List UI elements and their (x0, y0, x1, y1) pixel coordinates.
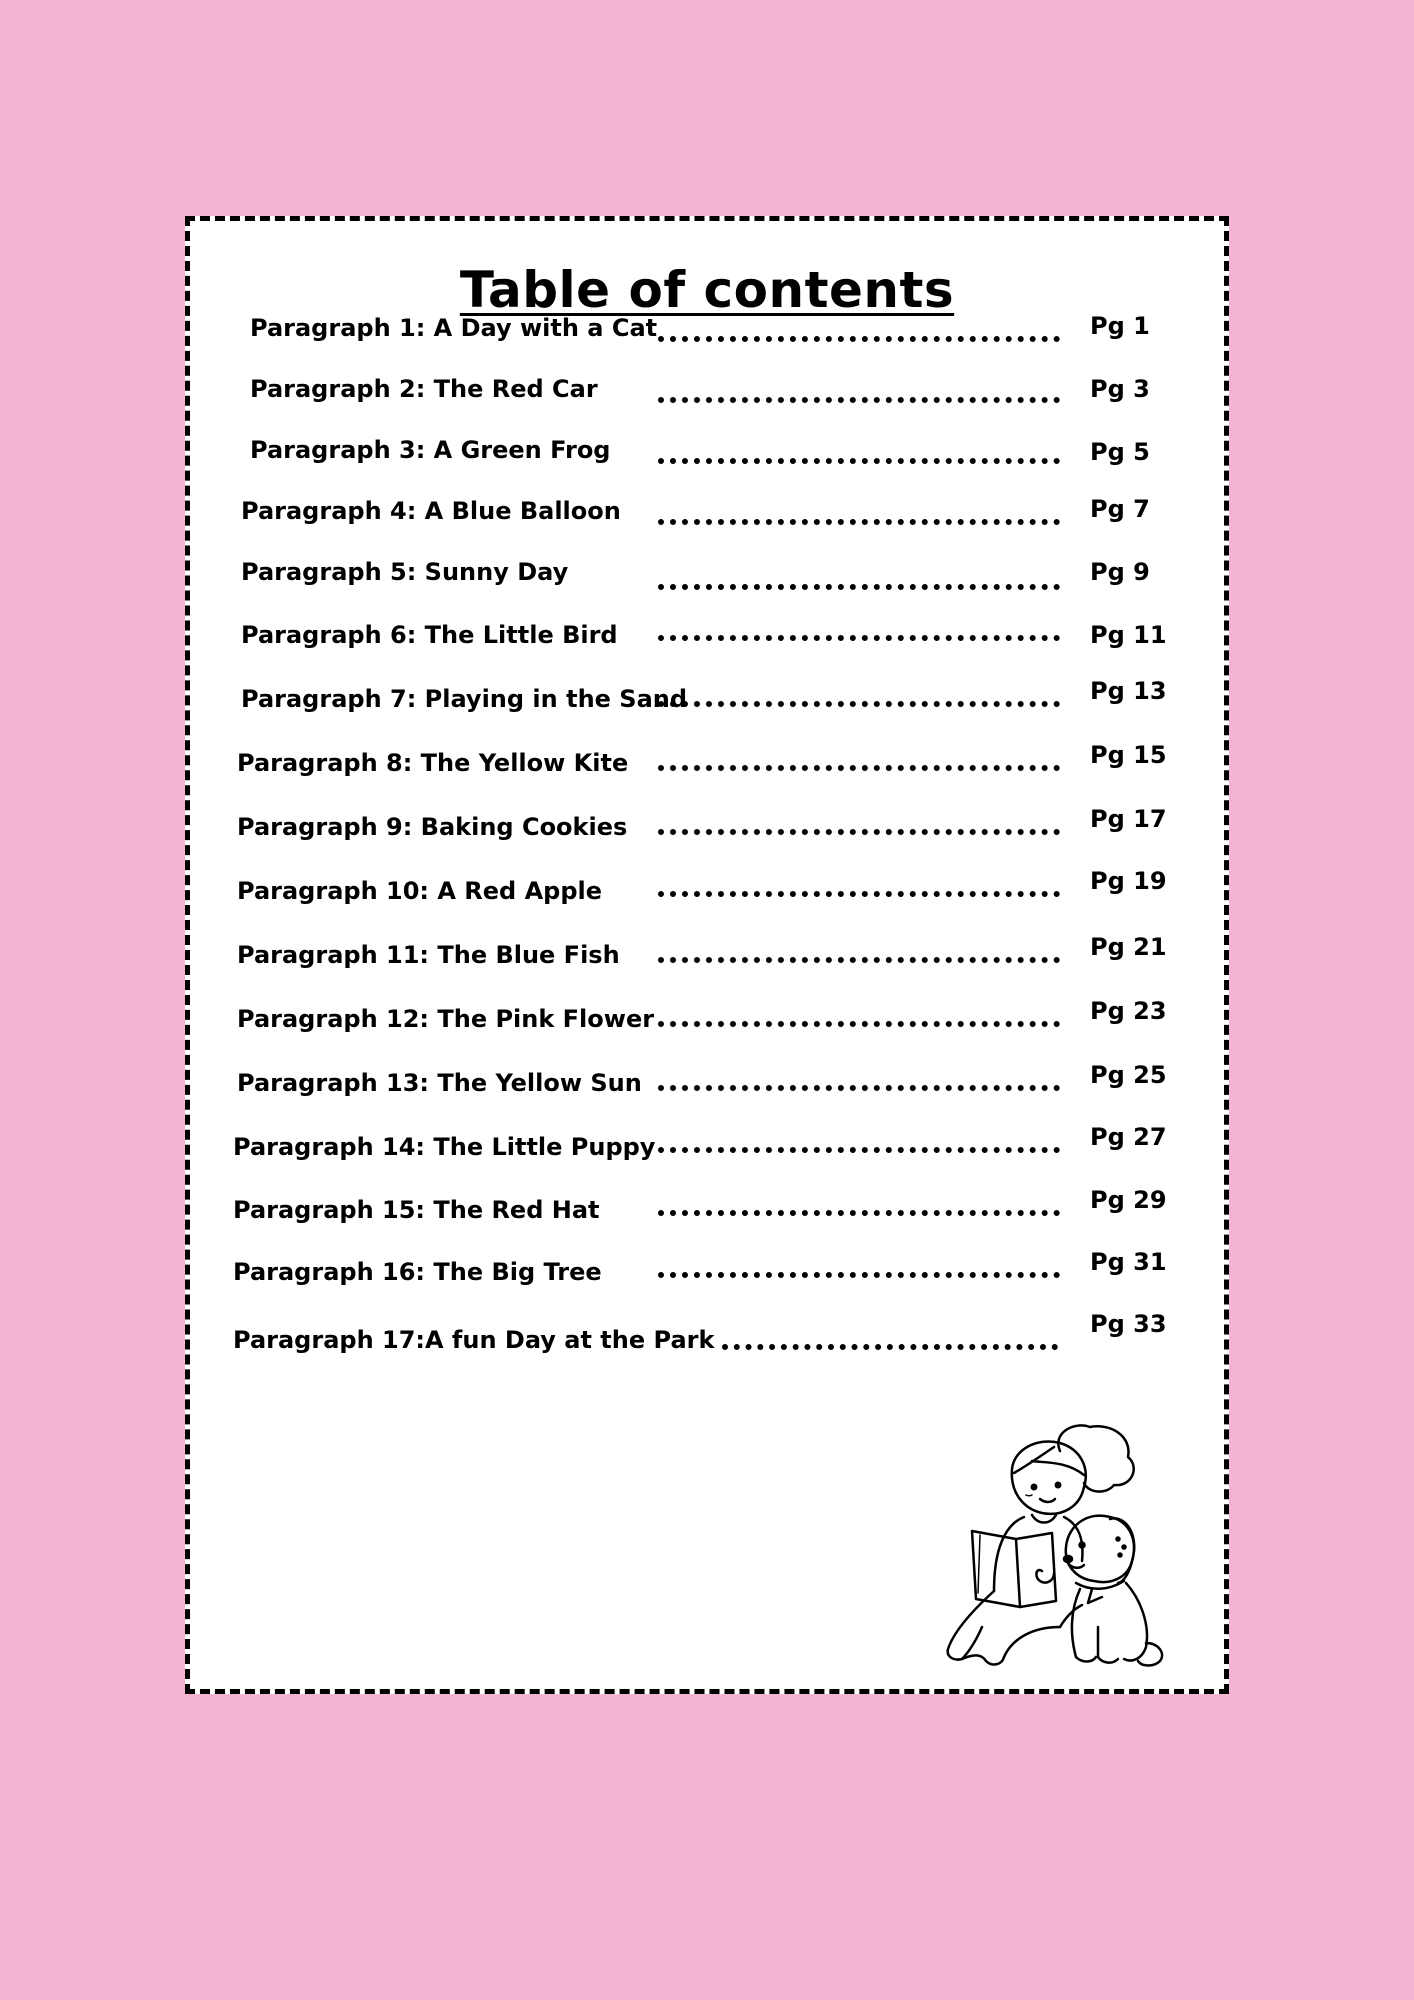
dot-leader (658, 1085, 1060, 1091)
toc-page-number: Pg 9 (1090, 558, 1150, 586)
toc-page-number: Pg 19 (1090, 867, 1167, 895)
toc-label: Paragraph 13: The Yellow Sun (237, 1069, 642, 1097)
toc-entry-1[interactable] (190, 314, 1224, 354)
dot-leader (658, 765, 1060, 771)
toc-entry-9[interactable] (190, 805, 1224, 853)
dot-leader (658, 397, 1060, 403)
toc-page-number: Pg 27 (1090, 1123, 1167, 1151)
dot-leader (658, 336, 1060, 342)
dot-leader (658, 829, 1060, 835)
toc-page-number: Pg 3 (1090, 375, 1150, 403)
toc-label: Paragraph 11: The Blue Fish (237, 941, 620, 969)
dot-leader (658, 891, 1060, 897)
toc-label: Paragraph 8: The Yellow Kite (237, 749, 629, 777)
toc-entry-16[interactable] (190, 1248, 1224, 1298)
girl-reading-with-puppy-illustration (942, 1421, 1172, 1671)
toc-label: Paragraph 17:A fun Day at the Park (233, 1326, 715, 1354)
toc-page-number: Pg 5 (1090, 438, 1150, 466)
toc-entry-12[interactable] (190, 997, 1224, 1045)
toc-entry-17[interactable] (190, 1310, 1224, 1366)
toc-entry-7[interactable] (190, 677, 1224, 725)
toc-page-number: Pg 23 (1090, 997, 1167, 1025)
toc-entry-3[interactable] (190, 436, 1224, 476)
toc-card (185, 216, 1229, 1694)
toc-page-number: Pg 21 (1090, 933, 1167, 961)
toc-label: Paragraph 3: A Green Frog (250, 436, 611, 464)
dot-leader (722, 1344, 1058, 1350)
toc-page-number: Pg 11 (1090, 621, 1167, 649)
dot-leader (658, 957, 1060, 963)
page-title: Table of contents (459, 261, 955, 319)
toc-page-number: Pg 25 (1090, 1061, 1167, 1089)
dot-leader (658, 635, 1060, 641)
toc-page-number: Pg 7 (1090, 495, 1150, 523)
toc-entry-8[interactable] (190, 741, 1224, 789)
toc-label: Paragraph 6: The Little Bird (241, 621, 618, 649)
dot-leader (658, 1210, 1060, 1216)
toc-entry-11[interactable] (190, 933, 1224, 981)
toc-entry-15[interactable] (190, 1186, 1224, 1236)
dot-leader (658, 701, 1060, 707)
dot-leader (658, 1147, 1060, 1153)
toc-page-number: Pg 29 (1090, 1186, 1167, 1214)
toc-page-number: Pg 33 (1090, 1310, 1167, 1338)
toc-entry-10[interactable] (190, 867, 1224, 917)
toc-label: Paragraph 5: Sunny Day (241, 558, 569, 586)
toc-entry-4[interactable] (190, 497, 1224, 537)
toc-label: Paragraph 14: The Little Puppy (233, 1133, 656, 1161)
dot-leader (658, 1272, 1060, 1278)
toc-entry-6[interactable] (190, 621, 1224, 661)
toc-label: Paragraph 4: A Blue Balloon (241, 497, 621, 525)
toc-page-number: Pg 17 (1090, 805, 1167, 833)
toc-entry-2[interactable] (190, 375, 1224, 415)
toc-entry-14[interactable] (190, 1123, 1224, 1173)
toc-page-number: Pg 1 (1090, 312, 1150, 340)
toc-label: Paragraph 15: The Red Hat (233, 1196, 600, 1224)
toc-label: Paragraph 9: Baking Cookies (237, 813, 628, 841)
dot-leader (658, 458, 1060, 464)
toc-label: Paragraph 7: Playing in the Sand (241, 685, 688, 713)
toc-label: Paragraph 10: A Red Apple (237, 877, 603, 905)
dot-leader (658, 584, 1060, 590)
toc-page-number: Pg 13 (1090, 677, 1167, 705)
toc-label: Paragraph 1: A Day with a Cat (250, 314, 658, 342)
toc-page-number: Pg 31 (1090, 1248, 1167, 1276)
toc-label: Paragraph 2: The Red Car (250, 375, 598, 403)
toc-label: Paragraph 12: The Pink Flower (237, 1005, 655, 1033)
dot-leader (658, 519, 1060, 525)
toc-entry-13[interactable] (190, 1061, 1224, 1109)
toc-page-number: Pg 15 (1090, 741, 1167, 769)
toc-label: Paragraph 16: The Big Tree (233, 1258, 602, 1286)
dot-leader (658, 1021, 1060, 1027)
toc-entry-5[interactable] (190, 558, 1224, 598)
